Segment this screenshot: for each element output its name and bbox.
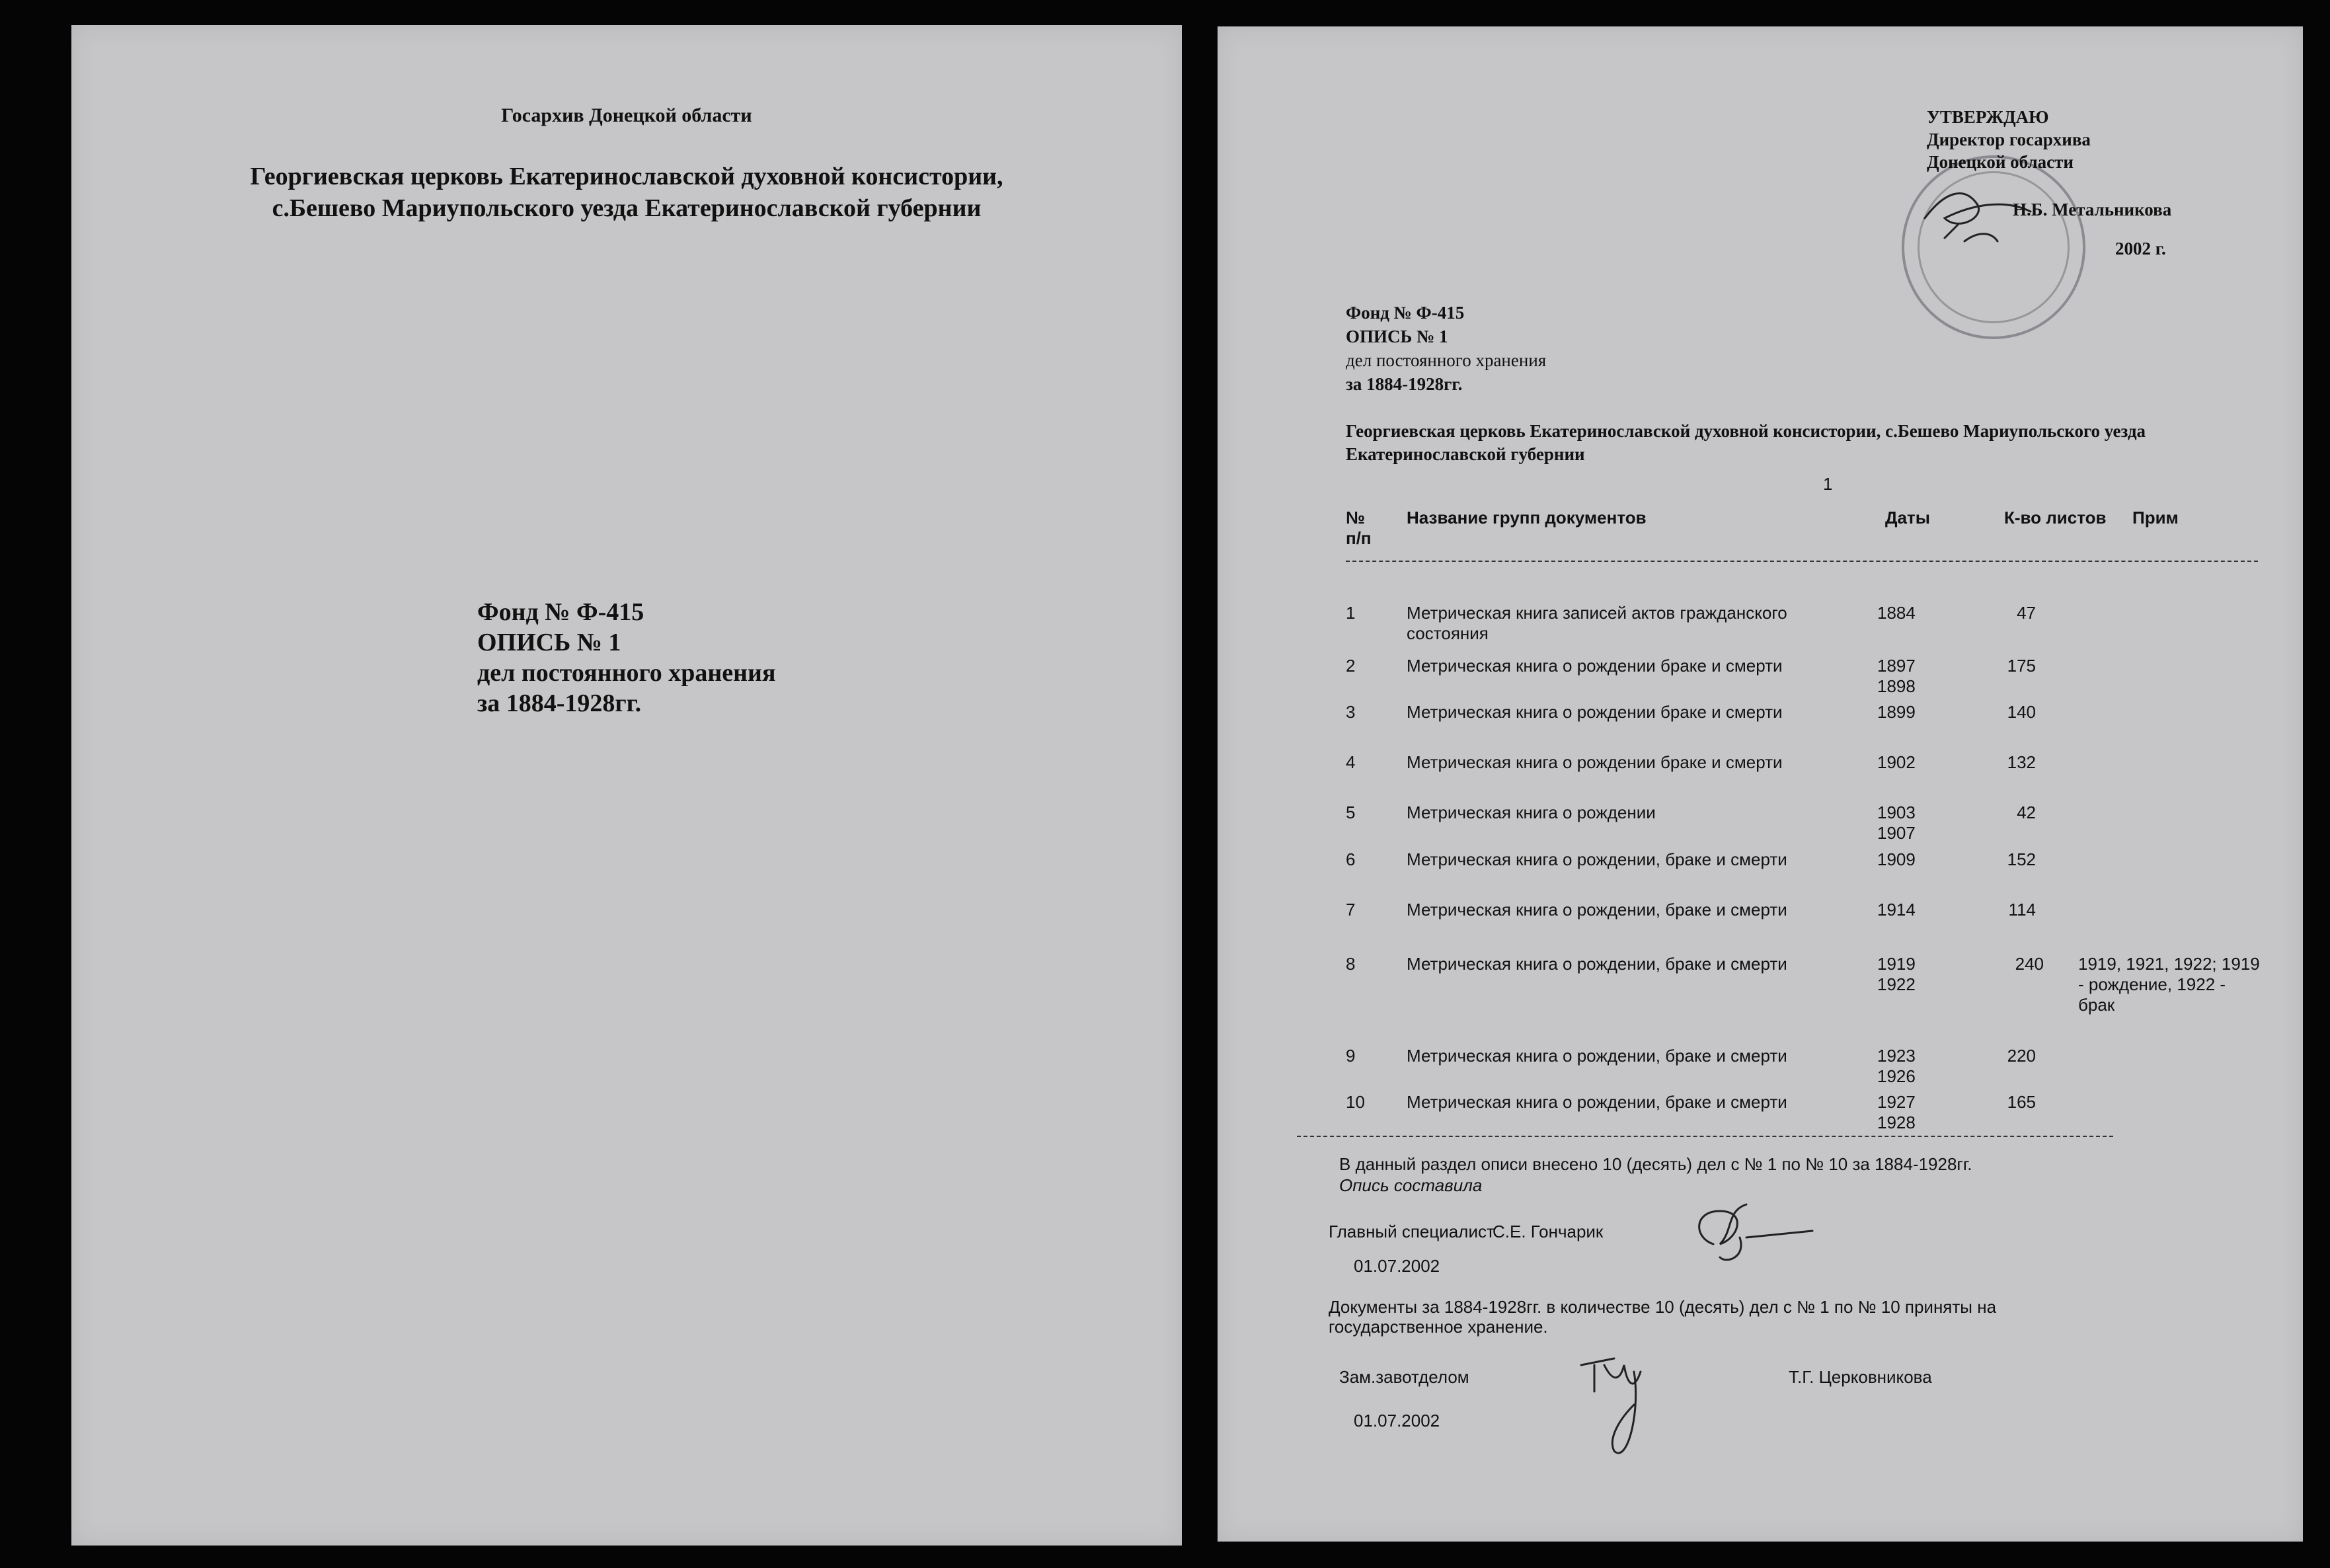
footer-rule	[1297, 1136, 2113, 1137]
fond-block	[477, 597, 776, 719]
church-title-line1: Георгиевская церковь Екатеринославской духовной консистории,	[250, 163, 1003, 190]
row-num: 5	[1346, 803, 1356, 822]
header-dates: Даты	[1885, 508, 1930, 528]
header-num-line1: №	[1346, 508, 1365, 528]
row-dates: 1909	[1877, 849, 1916, 869]
inventory-page	[1218, 26, 2303, 1542]
period: за 1884-1928гг.	[1346, 374, 1463, 394]
header-sheets: К-во листов	[2004, 508, 2107, 528]
compiled-label: Опись составила	[1339, 1175, 1483, 1195]
row-sheets: 42	[2017, 803, 2036, 822]
header-num-line2: п/п	[1346, 528, 1372, 548]
specialist-position: Главный специалист	[1329, 1222, 1495, 1241]
row-name: Метрическая книга о рождении, браке и смерти	[1407, 1092, 1787, 1112]
row-sheets: 220	[2007, 1046, 2036, 1066]
table-row	[1218, 900, 2303, 953]
row-dates: 1903 1907	[1877, 803, 1916, 843]
table-row	[1218, 954, 2303, 1040]
row-dates: 1919 1922	[1877, 954, 1916, 994]
row-dates: 1897 1898	[1877, 656, 1916, 696]
header-rule	[1346, 561, 2258, 562]
row-dates: 1899	[1877, 702, 1916, 722]
table-row	[1218, 849, 2303, 902]
title-page	[71, 25, 1182, 1546]
row-sheets: 132	[2007, 752, 2036, 772]
page-number: 1	[1823, 474, 1833, 494]
approval-heading: УТВЕРЖДАЮ	[1927, 107, 2049, 127]
opis-number: ОПИСЬ № 1	[1346, 327, 1448, 346]
row-num: 1	[1346, 603, 1356, 623]
row-num: 2	[1346, 656, 1356, 676]
fond-number: Фонд № Ф-415	[477, 598, 644, 626]
row-dates: 1927 1928	[1877, 1092, 1916, 1132]
table-row	[1218, 1046, 2303, 1099]
row-name: Метрическая книга о рождении, браке и смерти	[1407, 849, 1787, 869]
approval-year: 2002 г.	[2115, 239, 2166, 258]
row-num: 10	[1346, 1092, 1365, 1112]
table-row	[1218, 702, 2303, 755]
row-name: Метрическая книга о рождении браке и смерти	[1407, 656, 1783, 676]
deputy-name: Т.Г. Церковникова	[1789, 1367, 1932, 1387]
row-num: 8	[1346, 954, 1356, 974]
row-dates: 1902	[1877, 752, 1916, 772]
row-sheets: 240	[2015, 954, 2044, 974]
approval-position-line2: Донецкой области	[1927, 152, 2074, 172]
storage-type: дел постоянного хранения	[1346, 350, 1547, 370]
approval-position-line1: Директор госархива	[1927, 130, 2091, 149]
row-name: Метрическая книга о рождении, браке и смерти	[1407, 1046, 1787, 1066]
row-num: 4	[1346, 752, 1356, 772]
specialist-signature	[1687, 1198, 1819, 1271]
summary-line: В данный раздел описи внесено 10 (десять) дел с № 1 по № 10 за 1884-1928гг.	[1339, 1154, 1972, 1174]
table-row	[1218, 752, 2303, 805]
deputy-signature	[1574, 1339, 1667, 1477]
storage-type: дел постоянного хранения	[477, 659, 776, 687]
table-row	[1218, 603, 2303, 656]
row-name: Метрическая книга о рождении браке и смерти	[1407, 702, 1783, 722]
row-dates: 1914	[1877, 900, 1916, 920]
row-num: 7	[1346, 900, 1356, 920]
specialist-name: С.Е. Гончарик	[1493, 1222, 1604, 1241]
header-name: Название групп документов	[1407, 508, 1647, 528]
row-dates: 1884	[1877, 603, 1916, 623]
row-num: 6	[1346, 849, 1356, 869]
header-num	[1346, 508, 1372, 549]
row-num: 3	[1346, 702, 1356, 722]
row-dates: 1923 1926	[1877, 1046, 1916, 1086]
row-name: Метрическая книга о рождении браке и смерти	[1407, 752, 1783, 772]
approval-block	[1927, 106, 2171, 260]
row-name: Метрическая книга о рождении	[1407, 803, 1656, 822]
acceptance-line2: государственное хранение.	[1329, 1317, 1548, 1337]
row-name: Метрическая книга о рождении, браке и смерти	[1407, 900, 1787, 920]
row-note: 1919, 1921, 1922; 1919 - рождение, 1922 - брак	[2078, 954, 2260, 1015]
row-sheets: 47	[2017, 603, 2036, 623]
approval-name: Н.Б. Метальникова	[2013, 200, 2172, 219]
row-name: Метрическая книга записей актов гражданского состояния	[1407, 603, 1787, 643]
accepted-date: 01.07.2002	[1354, 1411, 1440, 1431]
period: за 1884-1928гг.	[477, 689, 642, 717]
row-num: 9	[1346, 1046, 1356, 1066]
fond-block	[1346, 301, 1546, 396]
acceptance-line1: Документы за 1884-1928гг. в количестве 10 (десять) дел с № 1 по № 10 приняты на	[1329, 1297, 1997, 1317]
church-title	[71, 161, 1182, 224]
church-title: Георгиевская церковь Екатеринославской духовной консистории, с.Бешево Мариупольского уезда Екатеринославской губернии	[1346, 421, 2146, 464]
row-sheets: 165	[2007, 1092, 2036, 1112]
table-row	[1218, 656, 2303, 709]
table-row	[1218, 803, 2303, 855]
header-note: Прим	[2132, 508, 2179, 528]
deputy-position: Зам.завотделом	[1339, 1367, 1469, 1387]
fond-number: Фонд № Ф-415	[1346, 303, 1465, 323]
church-title-line2: с.Бешево Мариупольского уезда Екатеринославской губернии	[272, 194, 982, 222]
row-sheets: 175	[2007, 656, 2036, 676]
row-name: Метрическая книга о рождении, браке и смерти	[1407, 954, 1787, 974]
archive-name: Госархив Донецкой области	[501, 104, 752, 126]
row-sheets: 152	[2007, 849, 2036, 869]
opis-number: ОПИСЬ № 1	[477, 629, 621, 656]
compiled-date: 01.07.2002	[1354, 1256, 1440, 1276]
row-sheets: 114	[2008, 900, 2036, 920]
table-row	[1218, 1092, 2303, 1145]
row-sheets: 140	[2007, 702, 2036, 722]
